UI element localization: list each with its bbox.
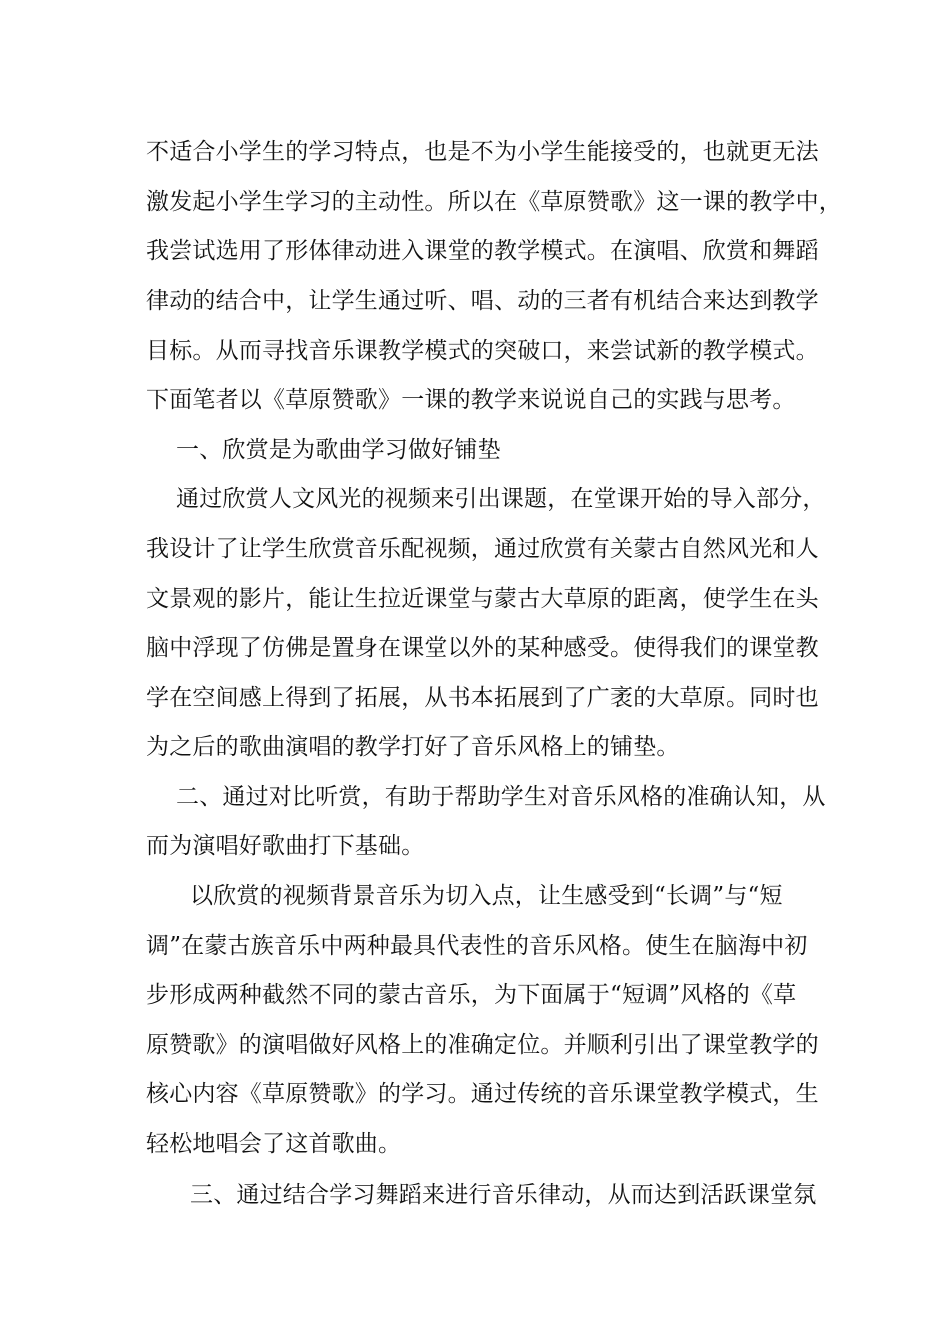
text-line: 文景观的影片，能让生拉近课堂与蒙古大草原的距离，使学生在头 (146, 586, 819, 612)
section-heading: 二、通过对比听赏，有助于帮助学生对音乐风格的准确认知，从 (176, 784, 826, 810)
text-line: 为之后的歌曲演唱的教学打好了音乐风格上的铺垫。 (146, 734, 680, 760)
section-heading: 一、欣赏是为歌曲学习做好铺垫 (176, 437, 501, 463)
text-line: 核心内容《草原赞歌》的学习。通过传统的音乐课堂教学模式，生 (146, 1081, 819, 1107)
text-line: 我设计了让学生欣赏音乐配视频，通过欣赏有关蒙古自然风光和人 (146, 536, 819, 562)
text-line: 脑中浮现了仿佛是置身在课堂以外的某种感受。使得我们的课堂教 (146, 635, 819, 661)
text-line: 下面笔者以《草原赞歌》一课的教学来说说自己的实践与思考。 (146, 387, 796, 413)
text-line: 通过欣赏人文风光的视频来引出课题，在堂课开始的导入部分， (176, 486, 826, 512)
text-line: 步形成两种截然不同的蒙古音乐，为下面属于“短调”风格的《草 (146, 982, 797, 1008)
text-line: 学在空间感上得到了拓展，从书本拓展到了广袤的大草原。同时也 (146, 685, 819, 711)
section-heading-continued: 而为演唱好歌曲打下基础。 (146, 833, 425, 859)
text-line: 激发起小学生学习的主动性。所以在《草原赞歌》这一课的教学中， (146, 189, 842, 215)
text-line: 调”在蒙古族音乐中两种最具代表性的音乐风格。使生在脑海中初 (146, 933, 808, 959)
text-line: 以欣赏的视频背景音乐为切入点，让生感受到“长调”与“短 (190, 883, 783, 909)
text-line: 原赞歌》的演唱做好风格上的准确定位。并顺利引出了课堂教学的 (146, 1032, 819, 1058)
text-line: 我尝试选用了形体律动进入课堂的教学模式。在演唱、欣赏和舞蹈 (146, 238, 819, 264)
text-line: 不适合小学生的学习特点，也是不为小学生能接受的，也就更无法 (146, 139, 819, 165)
text-line: 律动的结合中，让学生通过听、唱、动的三者有机结合来达到教学 (146, 288, 819, 314)
text-line: 轻松地唱会了这首歌曲。 (146, 1131, 402, 1157)
text-line: 目标。从而寻找音乐课教学模式的突破口，来尝试新的教学模式。 (146, 338, 819, 364)
section-heading: 三、通过结合学习舞蹈来进行音乐律动，从而达到活跃课堂氛 (190, 1182, 817, 1208)
